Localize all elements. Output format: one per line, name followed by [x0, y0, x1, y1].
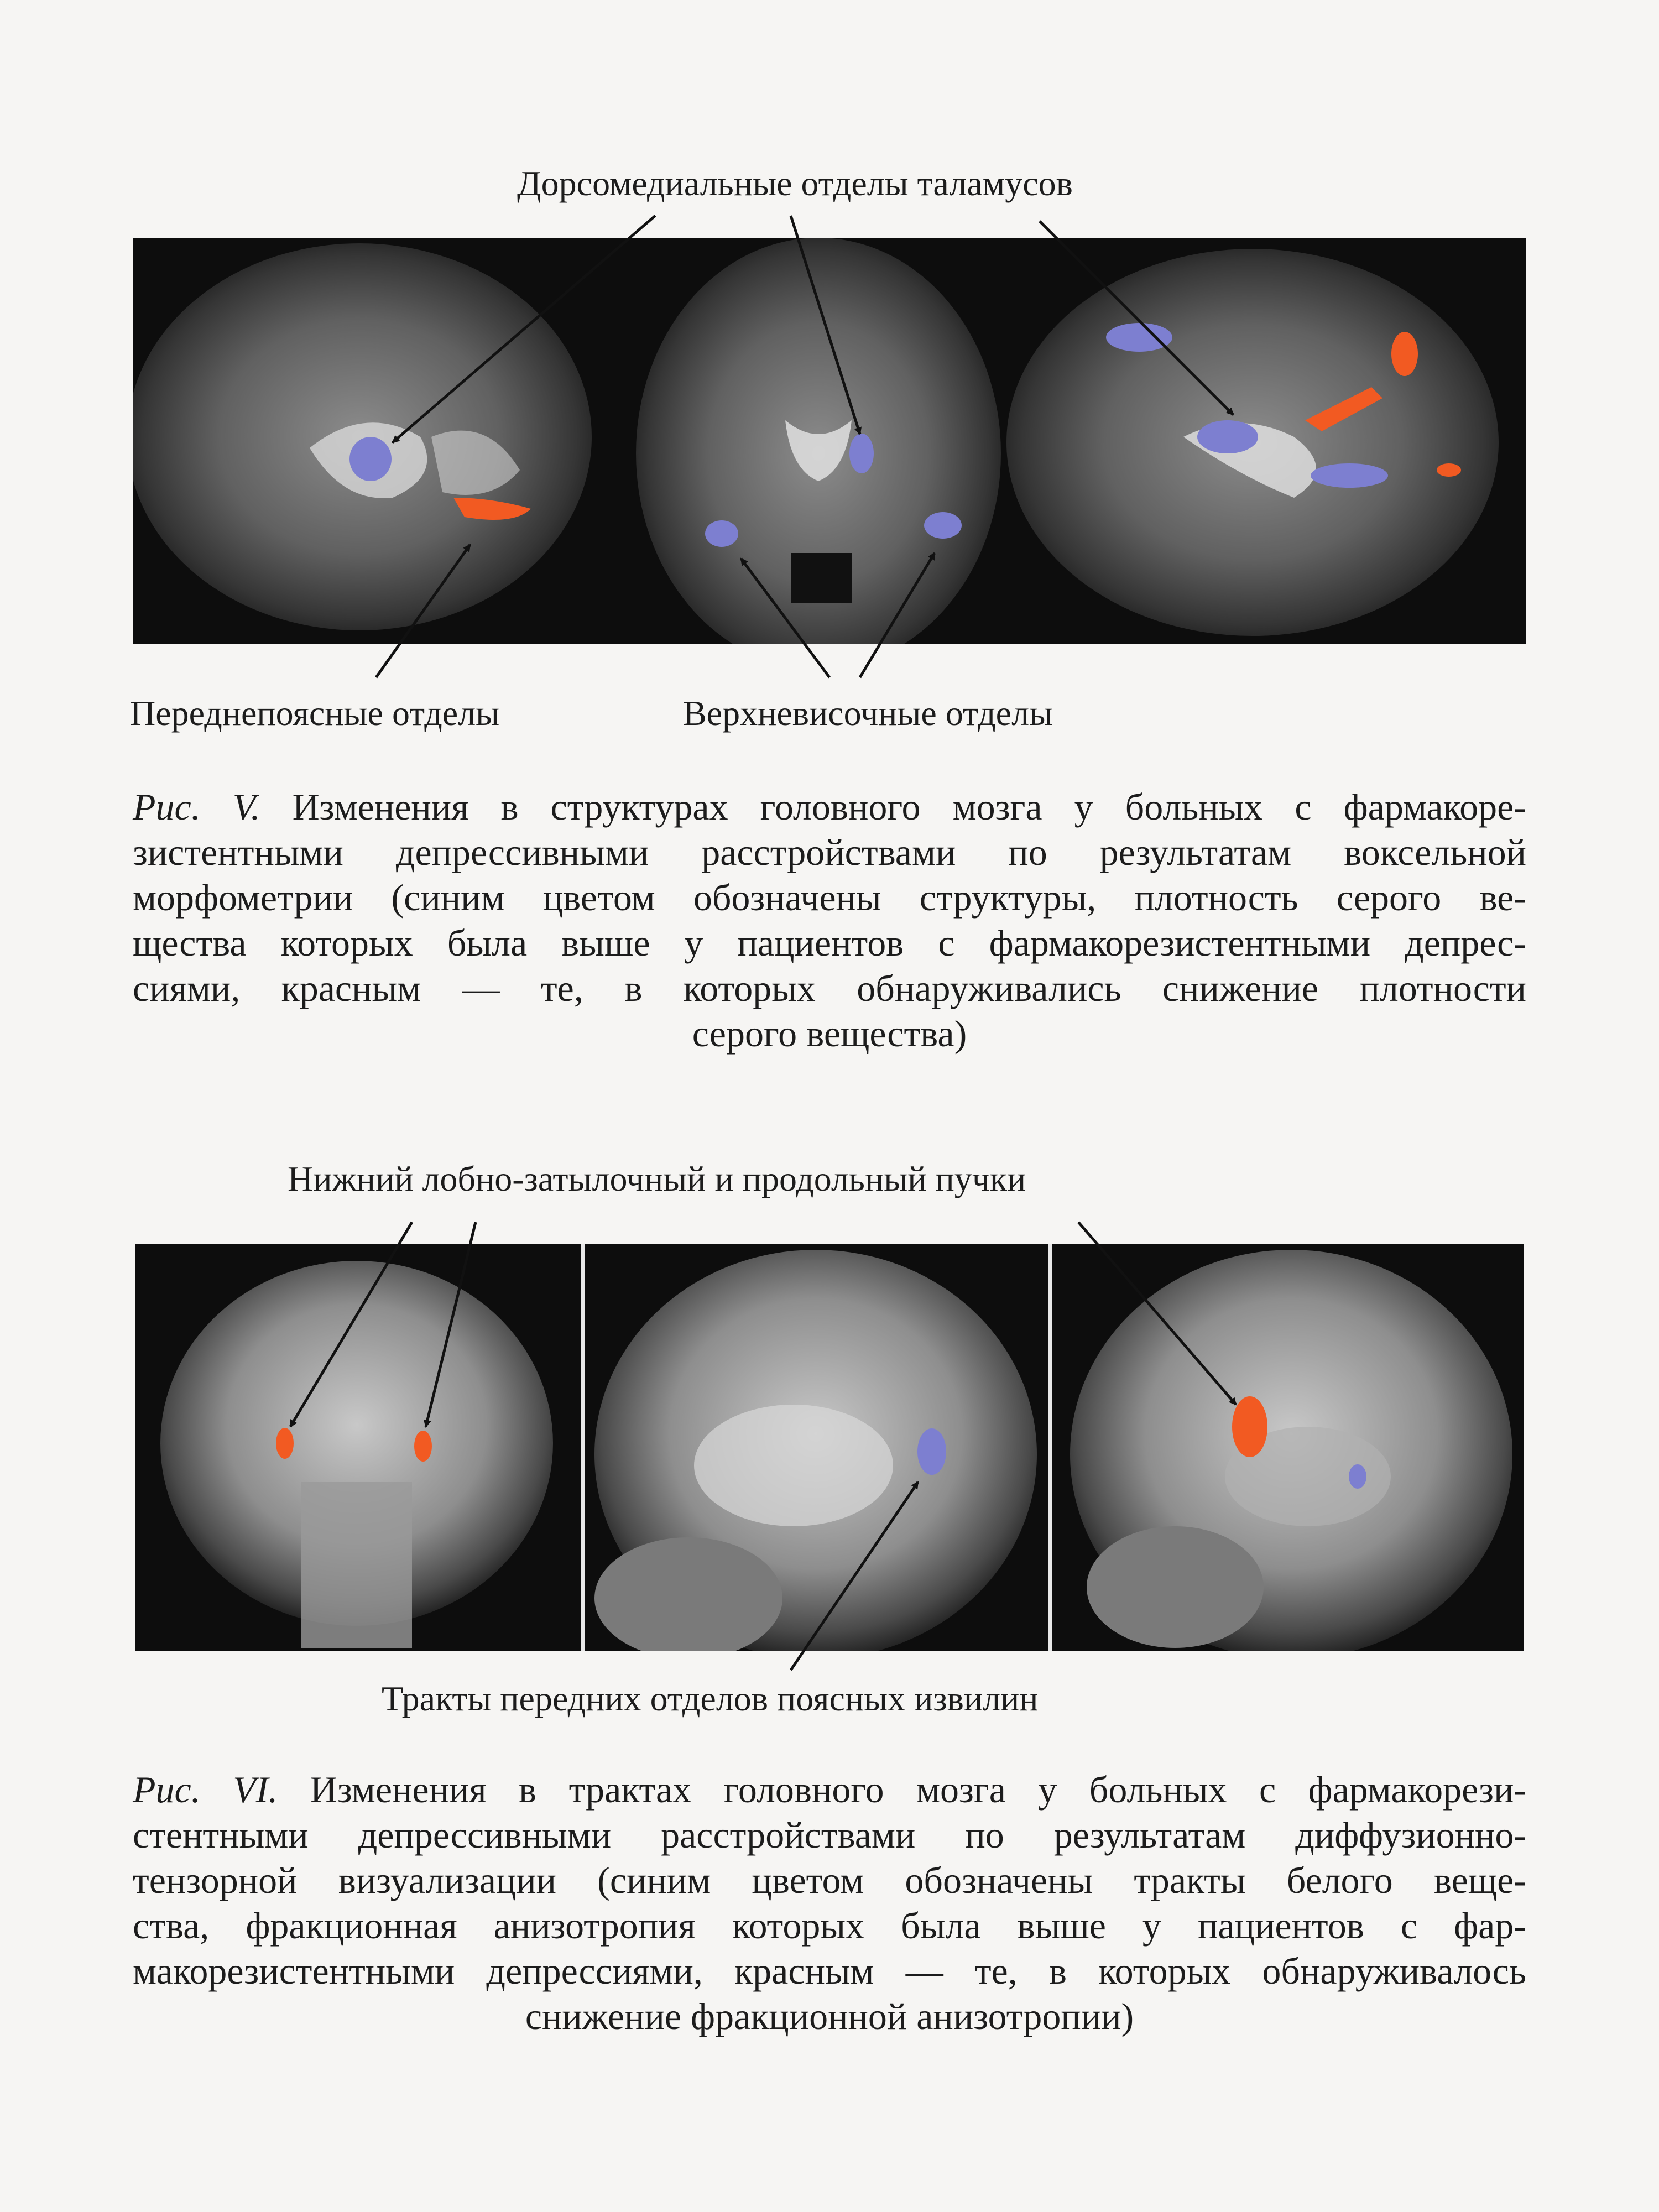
arrow-cingulate-tracts [791, 1482, 918, 1670]
fig5-caption-line: серого вещества) [692, 1013, 967, 1055]
fig6-label-cingulate-tracts: Тракты передних отделов поясных извилин [382, 1679, 1039, 1718]
fig6-caption-line: Изменения в трактах головного мозга у больных с фармакорези- [310, 1768, 1527, 1811]
fig5-label-temporal: Верхневисочные отделы [683, 693, 1053, 733]
arrow-cingulate [376, 545, 470, 677]
fig5-caption-line: морфометрии (синим цветом обозначены структуры, плотность серого ве- [133, 877, 1526, 919]
fig6-caption-line: ства, фракционная анизотропия которых была выше у пациентов с фар- [133, 1905, 1526, 1947]
fig5-caption-label: Рис. V. [133, 786, 260, 828]
fig5-caption-line: щества которых была выше у пациентов с фармакорезистентными депрес- [133, 922, 1526, 964]
arrow-fasciculus-left [290, 1222, 412, 1427]
fig5-caption-line: Изменения в структурах головного мозга у больных с фармакоре- [292, 786, 1526, 828]
fig6-caption-line: тензорной визуализации (синим цветом обозначены тракты белого веще- [133, 1859, 1526, 1901]
fig5-caption-line: сиями, красным — те, в которых обнаруживались снижение плотности [133, 967, 1526, 1009]
arrow-fasciculus-right [426, 1222, 476, 1427]
fig5-caption-line: зистентными депрессивными расстройствами по результатам воксельной [133, 831, 1526, 873]
arrow-temporal-right [860, 553, 935, 677]
fig6-caption-line: макорезистентными депрессиями, красным — те, в которых обнаруживалось [133, 1950, 1526, 1992]
arrow-temporal-left [741, 559, 830, 677]
fig6-caption-line: снижение фракционной анизотропии) [525, 1995, 1134, 2037]
fig6-caption-line: стентными депрессивными расстройствами по результатам диффузионно- [133, 1814, 1526, 1856]
fig6-label-fasciculi: Нижний лобно-затылочный и продольный пучки [288, 1159, 1026, 1198]
fig5-label-cingulate: Переднепоясные отделы [130, 693, 500, 733]
arrow-thalamus-coronal [791, 216, 860, 434]
arrow-fasciculus-sagittal [1078, 1222, 1236, 1405]
fig6-caption-label: Рис. VI. [133, 1768, 278, 1811]
arrow-thalamus-sagittal [393, 216, 655, 442]
fig5-label-thalamus: Дорсомедиальные отделы таламусов [517, 164, 1073, 203]
arrow-thalamus-axial [1040, 221, 1233, 415]
